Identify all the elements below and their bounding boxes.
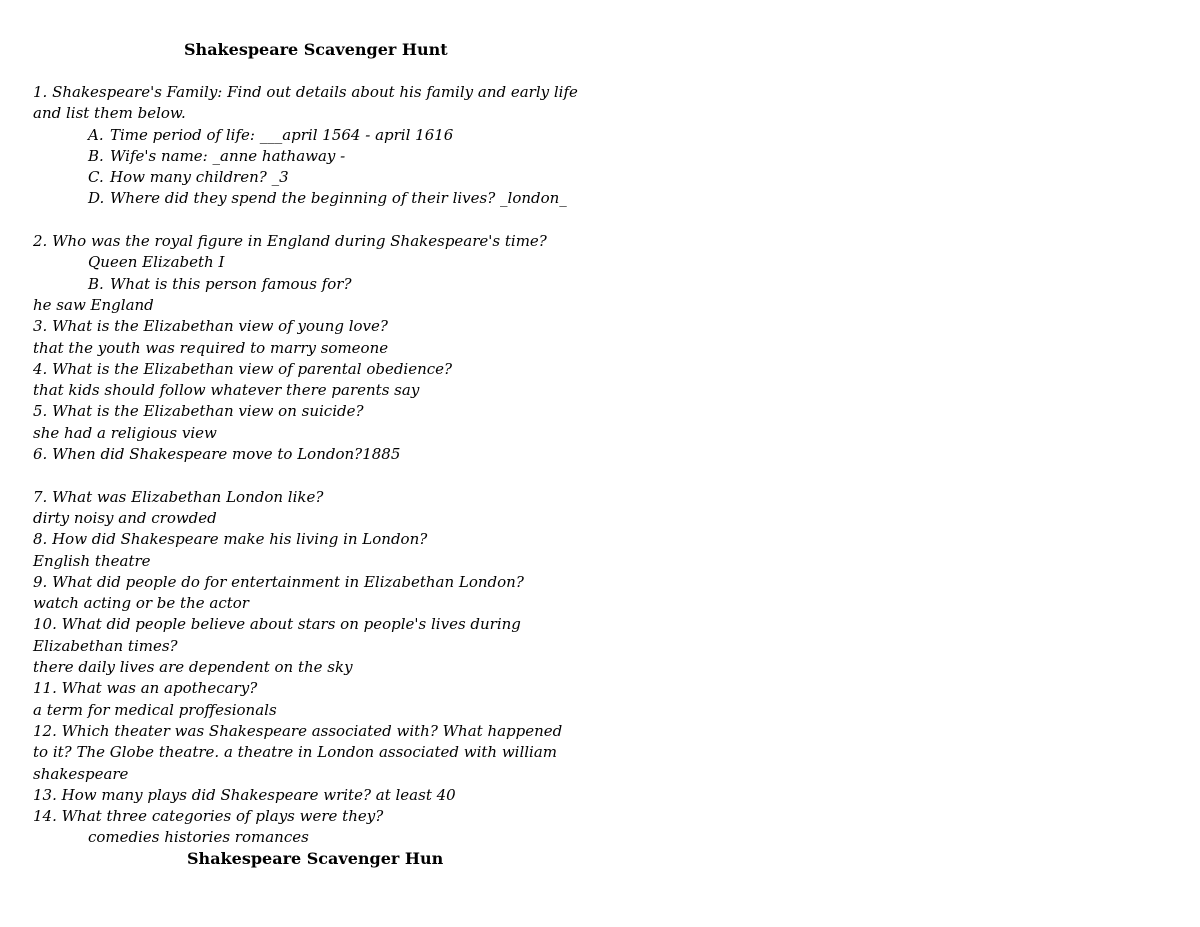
page-title: Shakespeare Scavenger Hunt [184, 40, 448, 59]
question-12-line-2: to it? The Globe theatre. a theatre in London associated with william [33, 743, 558, 762]
question-10-line-2: Elizabethan times? [33, 636, 178, 655]
item-text: Time period of life: ___april 1564 - april 1616 [110, 125, 454, 144]
question-11: 11. What was an apothecary? [33, 679, 258, 698]
worksheet-content [33, 82, 633, 849]
question-6: 6. When did Shakespeare move to London?1885 [33, 445, 401, 464]
item-text: Wife's name: _anne hathaway - [110, 146, 346, 165]
answer-14: comedies histories romances [88, 828, 309, 847]
question-9: 9. What did people do for entertainment in Elizabethan London? [33, 572, 524, 591]
answer-7: dirty noisy and crowded [33, 508, 217, 527]
question-2: 2. Who was the royal figure in England during Shakespeare's time? [33, 232, 547, 251]
question-1-line-2: and list them below. [33, 104, 186, 123]
question-12-line-3: shakespeare [33, 764, 129, 783]
item-label: B. [88, 146, 104, 165]
spacer [33, 465, 633, 486]
answer-8: English theatre [33, 551, 151, 570]
question-13: 13. How many plays did Shakespeare write? at least 40 [33, 785, 456, 804]
item-label: C. [88, 168, 104, 187]
item-label: A. [88, 125, 104, 144]
question-1-line-1: 1. Shakespeare's Family: Find out details about his family and early life [33, 83, 578, 101]
question-10-line-1: 10. What did people believe about stars on people's lives during [33, 615, 521, 634]
answer-2b: he saw England [33, 295, 154, 314]
item-label: B. [88, 274, 104, 293]
item-label: D. [88, 189, 105, 208]
question-1-item-c [33, 167, 633, 188]
footer-title: Shakespeare Scavenger Hun [187, 849, 444, 868]
question-14: 14. What three categories of plays were they? [33, 807, 384, 826]
question-1-item-d [33, 188, 633, 209]
answer-10: there daily lives are dependent on the sky [33, 658, 353, 677]
question-1-item-a [33, 125, 633, 146]
question-4: 4. What is the Elizabethan view of parental obedience? [33, 359, 453, 378]
question-5: 5. What is the Elizabethan view on suicide? [33, 402, 364, 421]
question-1-item-b [33, 146, 633, 167]
answer-11: a term for medical proffesionals [33, 700, 277, 719]
question-12-line-1: 12. Which theater was Shakespeare associated with? What happened [33, 721, 563, 740]
answer-3: that the youth was required to marry someone [33, 338, 389, 357]
item-text: How many children? _3 [110, 168, 289, 187]
question-8: 8. How did Shakespeare make his living in London? [33, 530, 428, 549]
answer-5: she had a religious view [33, 423, 217, 442]
answer-2: Queen Elizabeth I [88, 253, 225, 272]
item-text: What is this person famous for? [110, 274, 352, 293]
item-text: Where did they spend the beginning of their lives? _london_ [110, 189, 567, 208]
question-7: 7. What was Elizabethan London like? [33, 487, 324, 506]
question-2-item-b [33, 274, 633, 295]
answer-9: watch acting or be the actor [33, 594, 249, 613]
answer-4: that kids should follow whatever there parents say [33, 381, 420, 400]
spacer [33, 210, 633, 231]
question-3: 3. What is the Elizabethan view of young love? [33, 317, 388, 336]
